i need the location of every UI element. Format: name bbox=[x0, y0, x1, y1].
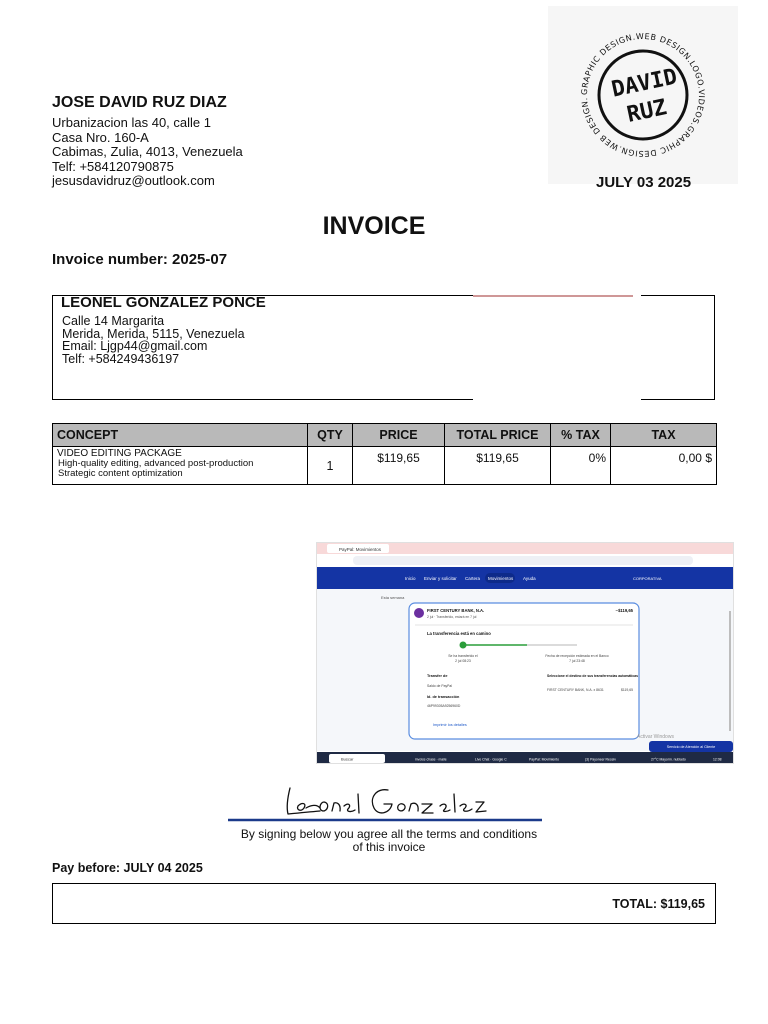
bank-name: FIRST CENTURY BANK, N.A. bbox=[427, 608, 485, 613]
signature-area bbox=[228, 780, 544, 824]
dest-label: Seleccione el destino de sus transferencias automáticas bbox=[547, 674, 639, 678]
concept-detail: Strategic content optimization bbox=[58, 468, 183, 479]
concept-title: VIDEO EDITING PACKAGE bbox=[57, 448, 182, 459]
sender-email: jesusdavidruz@outlook.com bbox=[52, 173, 215, 189]
sender-address-line: Casa Nro. 160-A bbox=[52, 129, 149, 145]
week-label: Esta semana bbox=[381, 595, 405, 600]
column-header-qty: QTY bbox=[308, 424, 353, 447]
sender-phone: Telf: +584120790875 bbox=[52, 158, 174, 174]
browser-tab-title: PayPal: Movimientos bbox=[339, 547, 382, 552]
client-address-line: Calle 14 Margarita bbox=[62, 314, 165, 328]
price-cell: $119,65 bbox=[353, 447, 445, 485]
tax-pct-cell: 0% bbox=[551, 447, 611, 485]
dest-bank: FIRST CENTURY BANK, N.A. x 8631 bbox=[547, 688, 604, 692]
column-header-tax: TAX bbox=[611, 424, 717, 447]
dest-amount: $119,65 bbox=[620, 688, 633, 692]
nav-item: Movimientos bbox=[488, 576, 514, 581]
handwritten-signature bbox=[287, 788, 486, 814]
stamp-text-david: DAVID bbox=[609, 64, 680, 103]
column-header-concept: CONCEPT bbox=[53, 424, 308, 447]
invoice-date: JULY 03 2025 bbox=[596, 174, 692, 191]
client-name: LEONEL GONZALEZ PONCE bbox=[61, 294, 266, 311]
client-address bbox=[62, 315, 245, 366]
nav-item: Inicio bbox=[405, 576, 416, 581]
column-header-tax-pct: % TAX bbox=[551, 424, 611, 447]
qty-cell: 1 bbox=[308, 447, 353, 485]
column-header-total-price: TOTAL PRICE bbox=[445, 424, 551, 447]
nav-item: Enviar y solicitar bbox=[424, 576, 457, 581]
transfer-from-value: Saldo de PayPal bbox=[427, 684, 453, 688]
table-row bbox=[53, 447, 717, 485]
nav-item: Ayuda bbox=[523, 576, 536, 581]
bank-sub: 2 jul · Transferido, estará en 7 jul bbox=[427, 615, 477, 619]
sender-name: JOSE DAVID RUZ DIAZ bbox=[52, 94, 227, 111]
sent-label: Se ha transferido el bbox=[448, 654, 478, 658]
status: La transferencia está en camino bbox=[427, 631, 491, 636]
amount: −$119,65 bbox=[615, 608, 633, 613]
help-button[interactable]: Servicio de Atención al Cliente bbox=[666, 745, 716, 749]
page-title: INVOICE bbox=[322, 212, 426, 240]
client-phone: Telf: +584249436197 bbox=[62, 352, 180, 367]
activate-windows: Activar Windows bbox=[637, 734, 674, 740]
transfer-from-label: Transfer de bbox=[427, 674, 448, 678]
terms-text: By signing below you agree all the terms and conditions of this invoice bbox=[240, 827, 538, 854]
client-email: Email: Ljgp44@gmail.com bbox=[62, 339, 208, 354]
invoice-number: Invoice number: 2025-07 bbox=[52, 251, 228, 268]
client-address-line: Merida, Merida, 5115, Venezuela bbox=[62, 326, 245, 341]
sent-date: 2 jul 08:23 bbox=[455, 659, 471, 663]
taskbar-item[interactable]: invoice chase · maile bbox=[415, 757, 447, 762]
concept-cell bbox=[53, 447, 308, 485]
taskbar-item[interactable]: PayPal: Movimiento bbox=[529, 757, 559, 762]
whiteout-patch bbox=[473, 294, 641, 402]
tax-cell: 0,00 $ bbox=[611, 447, 717, 485]
taskbar-search[interactable]: Buscar bbox=[341, 756, 354, 762]
nav-item: Cartera bbox=[465, 576, 481, 581]
tx-id-label: Id. de transacción bbox=[427, 695, 460, 699]
table-header-row bbox=[53, 424, 717, 447]
whiteout-edge bbox=[473, 295, 633, 297]
items-table bbox=[52, 423, 717, 485]
sender-address-line: Urbanizacion las 40, calle 1 bbox=[52, 115, 211, 130]
total-box bbox=[52, 883, 716, 924]
eta-label: Fecha de recepción estimada en el Banco bbox=[545, 654, 609, 658]
total-price-cell: $119,65 bbox=[445, 447, 551, 485]
taskbar-item[interactable]: (3) Payoneer Receiv bbox=[585, 757, 616, 762]
taskbar-item[interactable]: Live Chat · Google C bbox=[475, 757, 507, 762]
sender-address-line: Cabimas, Zulia, 4013, Venezuela bbox=[52, 144, 243, 160]
nav-user: CORPORATIVA bbox=[633, 576, 662, 581]
total-amount: TOTAL: $119,65 bbox=[612, 897, 705, 911]
tx-id: 46P99305A9256960D bbox=[427, 704, 461, 708]
payment-proof-screenshot bbox=[316, 542, 734, 764]
column-header-price: PRICE bbox=[353, 424, 445, 447]
client-box bbox=[52, 295, 715, 400]
eta-date: 7 jul 23:48 bbox=[569, 659, 585, 663]
stamp-ring-text: GRAPHIC DESIGN.WEB DESIGN.LOGO.VIDEOS.GRAPHIC DESIGN.WEB DESIGN. bbox=[579, 31, 707, 159]
taskbar-weather: 27°C Mayorm. nublado bbox=[651, 757, 686, 762]
print-details-link[interactable]: Imprimir los detalles bbox=[433, 723, 467, 727]
concept-detail: High-quality editing, advanced post-production bbox=[58, 458, 254, 469]
taskbar-clock: 12:08 bbox=[713, 757, 722, 762]
sender-address bbox=[52, 116, 243, 189]
stamp-text-ruz: RUZ bbox=[624, 95, 669, 128]
pay-before-date: Pay before: JULY 04 2025 bbox=[52, 861, 203, 875]
logo-stamp bbox=[548, 6, 738, 184]
